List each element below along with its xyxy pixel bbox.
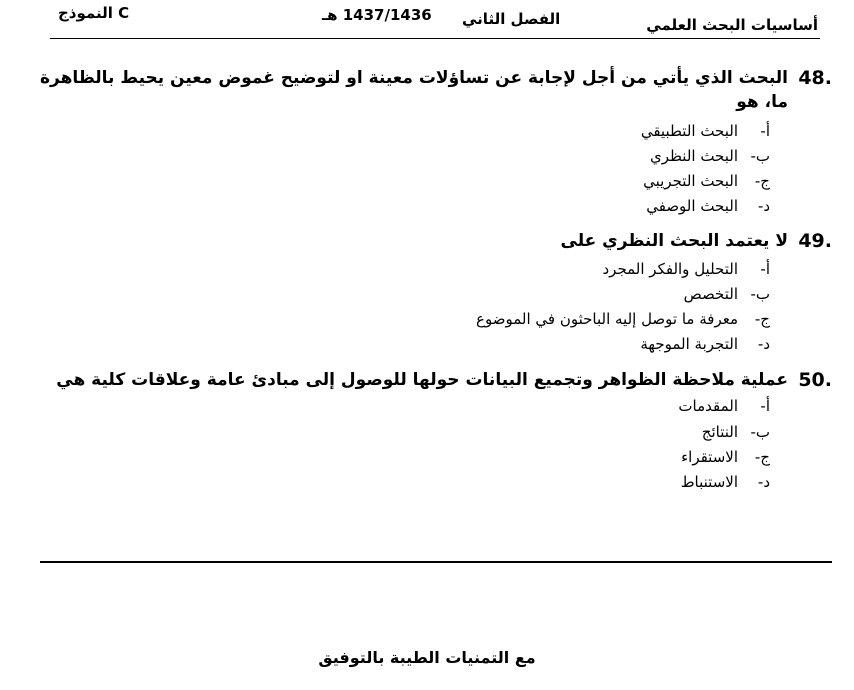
option-50-b bbox=[702, 422, 770, 442]
option-text: الاستنباط bbox=[680, 473, 738, 491]
option-letter: ج- bbox=[754, 448, 770, 466]
model-label: النموذج C bbox=[58, 4, 130, 22]
option-48-d bbox=[646, 196, 770, 216]
option-49-a bbox=[602, 259, 770, 279]
question-text: لا يعتمد البحث النظري على bbox=[560, 231, 788, 251]
option-50-c bbox=[681, 447, 770, 467]
option-letter: د- bbox=[757, 335, 770, 353]
option-49-d bbox=[640, 334, 770, 354]
option-48-c bbox=[643, 171, 770, 191]
closing-message: مع التمنيات الطيبة بالتوفيق bbox=[318, 648, 536, 667]
option-text: معرفة ما توصل إليه الباحثون في الموضوع bbox=[476, 310, 738, 328]
option-letter: أ- bbox=[760, 397, 770, 415]
option-48-a bbox=[641, 121, 770, 141]
question-text: البحث الذي يأتي من أجل لإجابة عن تساؤلات معينة او لتوضيح غموض معين يحيط بالظاهرة ما، هو bbox=[39, 68, 788, 112]
course-title: أساسيات البحث العلمي bbox=[646, 16, 818, 34]
option-50-d bbox=[681, 472, 770, 492]
option-letter: ب- bbox=[750, 147, 770, 165]
year-label: 1437/1436 هـ bbox=[322, 6, 432, 24]
option-text: البحث الوصفي bbox=[646, 197, 738, 215]
option-49-c bbox=[476, 309, 770, 329]
question-text: عملية ملاحظة الظواهر وتجميع البيانات حولها للوصول إلى مبادئ عامة وعلاقات كلية هي bbox=[56, 370, 788, 390]
option-letter: ب- bbox=[750, 423, 770, 441]
question-49 bbox=[20, 229, 854, 253]
footer-divider bbox=[40, 561, 832, 563]
option-letter: ج- bbox=[754, 310, 770, 328]
option-letter: د- bbox=[757, 197, 770, 215]
option-text: التجربة الموجهة bbox=[640, 335, 738, 353]
header-divider bbox=[50, 38, 820, 39]
option-text: المقدمات bbox=[678, 397, 738, 415]
option-text: البحث التطبيقي bbox=[640, 122, 738, 140]
option-text: البحث النظري bbox=[649, 147, 738, 165]
option-letter: ب- bbox=[750, 285, 770, 303]
question-48 bbox=[20, 66, 854, 114]
option-text: التحليل والفكر المجرد bbox=[602, 260, 738, 278]
option-letter: أ- bbox=[760, 122, 770, 140]
option-text: التخصص bbox=[683, 285, 738, 303]
option-50-a bbox=[678, 396, 770, 416]
option-text: النتائج bbox=[701, 423, 738, 441]
question-number: 49. bbox=[798, 230, 832, 252]
semester-label: الفصل الثاني bbox=[462, 10, 561, 28]
question-number: 50. bbox=[798, 369, 832, 391]
option-letter: أ- bbox=[760, 260, 770, 278]
option-text: البحث التجريبي bbox=[643, 172, 738, 190]
question-50 bbox=[20, 368, 854, 392]
option-letter: د- bbox=[757, 473, 770, 491]
question-number: 48. bbox=[798, 67, 832, 89]
option-48-b bbox=[650, 146, 770, 166]
option-letter: ج- bbox=[754, 172, 770, 190]
option-49-b bbox=[684, 284, 770, 304]
option-text: الاستقراء bbox=[681, 448, 738, 466]
